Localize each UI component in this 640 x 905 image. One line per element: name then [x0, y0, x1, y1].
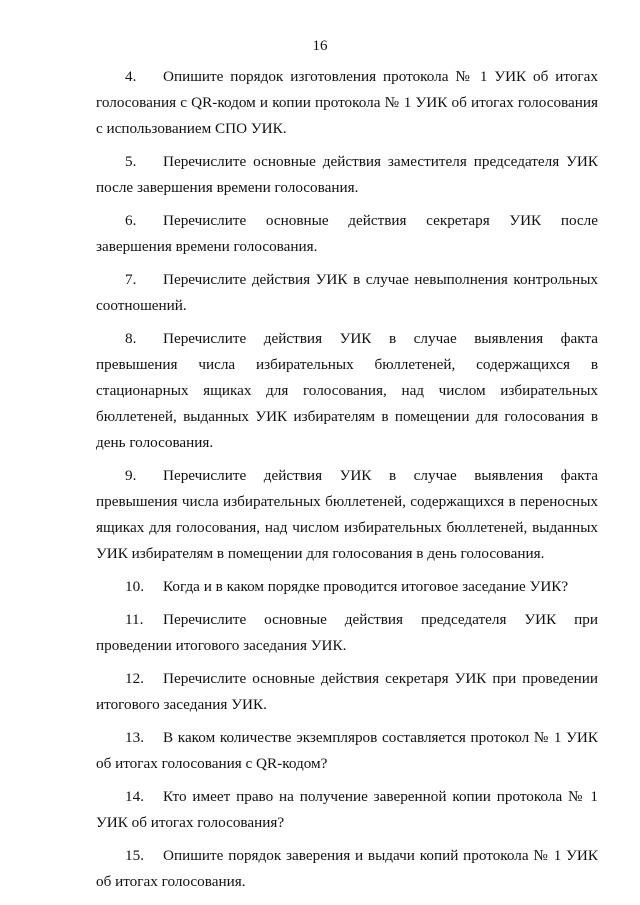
question-item [96, 843, 598, 895]
question-number: 12. [125, 670, 144, 687]
question-item [96, 463, 598, 567]
question-number: 10. [125, 578, 144, 595]
question-item [96, 666, 598, 718]
question-item [96, 725, 598, 777]
question-text: Перечислите действия УИК в случае выявления факта превышения числа избирательных бюллетеней, содержащихся в стационарных ящиках для голосования, над числом избирательных бюллетеней, выданных УИК избирателям в помещении для голосования в день голосования. [96, 330, 598, 451]
question-text: Перечислите основные действия секретаря УИК при проведении итогового заседания УИК. [96, 670, 598, 713]
question-text: Опишите порядок изготовления протокола № 1 УИК об итогах голосования с QR-кодом и копии протокола № 1 УИК об итогах голосования с использованием СПО УИК. [96, 68, 598, 137]
question-number: 5. [125, 153, 137, 170]
question-number: 15. [125, 847, 144, 864]
question-number: 9. [125, 467, 137, 484]
page-number: 16 [312, 38, 328, 54]
question-item [96, 149, 598, 201]
question-list [96, 64, 598, 902]
question-number: 6. [125, 212, 137, 229]
question-text: Перечислите основные действия председателя УИК при проведении итогового заседания УИК. [96, 611, 598, 654]
question-item [96, 326, 598, 456]
question-text: В каком количестве экземпляров составляется протокол № 1 УИК об итогах голосования с QR-кодом? [96, 729, 598, 772]
question-item [96, 574, 598, 600]
question-text: Перечислите основные действия секретаря УИК после завершения времени голосования. [96, 212, 598, 255]
question-text: Перечислите действия УИК в случае выявления факта превышения числа избирательных бюллетеней, содержащихся в переносных ящиках для голосования, над числом избирательных бюллетеней, выданных УИК избирателям в помещении для голосования в день голосования. [96, 467, 598, 562]
question-text: Кто имеет право на получение заверенной копии протокола № 1 УИК об итогах голосования? [96, 788, 598, 831]
question-item [96, 64, 598, 142]
question-number: 4. [125, 68, 137, 85]
question-text: Перечислите основные действия заместителя председателя УИК после завершения времени голосования. [96, 153, 598, 196]
question-number: 8. [125, 330, 137, 347]
question-number: 14. [125, 788, 144, 805]
question-item [96, 208, 598, 260]
question-text: Опишите порядок заверения и выдачи копий протокола № 1 УИК об итогах голосования. [96, 847, 598, 890]
question-text: Перечислите действия УИК в случае невыполнения контрольных соотношений. [96, 271, 598, 314]
question-text: Когда и в каком порядке проводится итоговое заседание УИК? [163, 578, 569, 595]
question-number: 13. [125, 729, 144, 746]
question-number: 11. [125, 611, 144, 628]
question-item [96, 607, 598, 659]
question-number: 7. [125, 271, 137, 288]
question-item [96, 784, 598, 836]
question-item [96, 267, 598, 319]
